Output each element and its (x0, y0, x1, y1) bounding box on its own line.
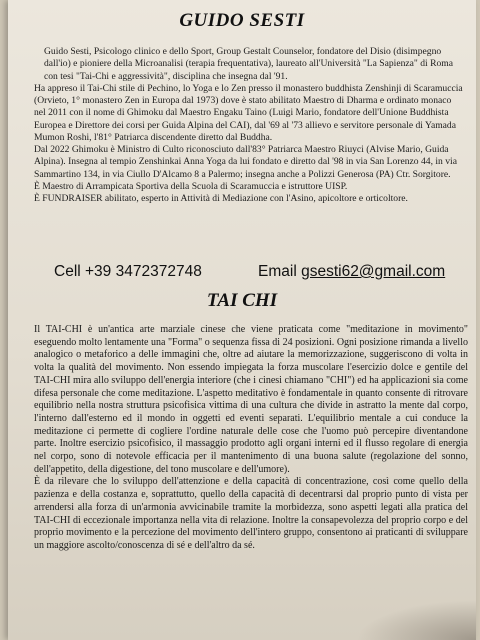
bio-paragraph: Dal 2022 Ghimoku è Ministro di Culto riconosciuto dall'83° Patriarca Maestro Riuyci (Alvise Mario, Guida Alpina). Insegna al tempio Zenshinkai Anna Yoga da lui fondato e diretto dal '98 in via San Lorenzo 44, in via Sammartino 134, in via Ciullo D'Alcamo 8 a Palermo; insegna anche a Polizzi Generosa (PA) Ctr. Sorgitore. (34, 144, 457, 180)
document-page (8, 0, 476, 640)
bio-paragraph: È Maestro di Arrampicata Sportiva della Scuola di Scaramuccia e istruttore UISP. (34, 180, 348, 192)
shadow-corner (356, 600, 476, 640)
email-link[interactable]: gsesti62@gmail.com (301, 263, 446, 280)
phone-number: Cell +39 3472372748 (54, 263, 202, 280)
body-paragraph: Il TAI-CHI è un'antica arte marziale cinese che viene praticata come "meditazione in movimento" eseguendo molto lentamente una "Forma" o sequenza fissa di 24 posizioni. Ogni posizione rimanda a livello analogico o metaforico a delle immagini che, oltre ad aiutare la memorizzazione, suggeriscono di volta in volta la qualità del movimento. Non essendo impiegata la forza muscolare l'esercizio dolce e gentile del TAI-CHI mira allo sviluppo dell'energia interiore (che i cinesi chiamano "CHI") ed ha applicazioni sia come difesa personale che come meditazione. L'aspetto meditativo è fondamentale in quanto consente di ritrovare equilibrio nella nostra struttura psicofisica vittima di una cultura che divide in astratto la mente dal corpo, l'interno dall'esterno ed il mondo in oggetti ed eventi separati. L'equilibrio mentale a cui conduce la meditazione ci permette di cogliere l'ordine naturale delle cose che l'uomo può percepire diventandone parte. Inoltre esercizio psicofisico, il massaggio prodotto agli organi interni ed il flusso regolare di energia nel corpo, sono di notevole efficacia per il mantenimento di una buona salute (regolazione del sonno, dell'appetito, della digestione, del tono muscolare e dell'umore). (34, 324, 468, 475)
email-contact (258, 263, 445, 281)
bio-paragraph: Ha appreso il Tai-Chi stile di Pechino, lo Yoga e lo Zen presso il monastero buddhista Zenshinji di Scaramuccia (Orvieto, 1° monastero Zen in Europa dal 1973) dove è stato abilitato Maestro di Dharma e ordinato monaco nel 2011 con il nome di Ghimoku dal Maestro Engaku Taino (Luigi Mario, fondatore dell'Unione Buddhista Europea e Direttore dei corsi per Guida Alpina del CAI), dal '69 al '73 allievo e servitore personale di Yamada Mumon Roshi, l'81° Patriarca discendente diretto dal Buddha. (34, 82, 463, 143)
body-paragraph: È da rilevare che lo sviluppo dell'attenzione e della capacità di concentrazione, così come quello della pazienza e della costanza e, soprattutto, quello della capacità di decentrarsi dal proprio punto di vista per arrendersi alla forza di un'armonia avvicinabile tramite la morbidezza, sono aspetti legati alla pratica del TAI-CHI di eccezionale importanza nella vita di relazione. Inoltre la consapevolezza del proprio corpo e del proprio movimento e la percezione del movimento dell'intero gruppo, consentono ai praticanti di sviluppare un maggiore ascolto/conoscenza di sé e dell'altro da sé. (34, 476, 468, 551)
biography (34, 46, 464, 205)
page-title: GUIDO SESTI (179, 10, 305, 31)
bio-paragraph: Guido Sesti, Psicologo clinico e dello Sport, Group Gestalt Counselor, fondatore del Disio (disimpegno dall'io) e pioniere della Microanalisi (terapia frequentativa), laureato all'Università "La Sapienza" di Roma con tesi "Tai-Chi e aggressività", disciplina che insegna dal '91. (44, 46, 453, 82)
email-label: Email (258, 263, 302, 280)
section-title: TAI CHI (206, 290, 278, 311)
tai-chi-description (34, 324, 468, 553)
bio-paragraph: È FUNDRAISER abilitato, esperto in Attività di Mediazione con l'Asino, apicoltore e orticoltore. (34, 193, 408, 204)
